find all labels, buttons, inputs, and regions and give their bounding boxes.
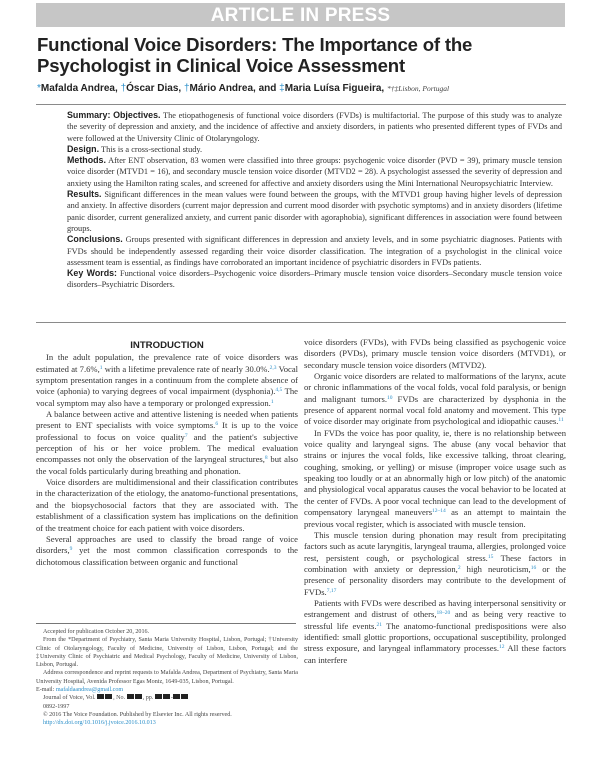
citation-link[interactable]: 2 bbox=[457, 564, 461, 571]
citation-link[interactable]: 7 bbox=[184, 432, 188, 439]
paragraph-text: Several approaches are used to classify the broad range of voice disorders, bbox=[36, 533, 298, 556]
footnote-correspondence: Address correspondence and reprint requests to Mafalda Andrea, Department of Psychiatry, Santa Maria University Hospital, Avenida Professor Egas Moniz, 1649-035, Lisbon, Portugal. bbox=[36, 670, 298, 685]
author-1 bbox=[37, 83, 118, 94]
affiliation-marker: † bbox=[120, 83, 127, 94]
paragraph-text: All these factors can interfere bbox=[304, 643, 566, 665]
citation-link[interactable]: 12–14 bbox=[432, 508, 446, 515]
paragraph-text: A balance between active and attentive listening is needed when patients present to ENT specialists with voice symptoms. bbox=[36, 409, 298, 431]
footnote-issn: 0892-1997 bbox=[43, 703, 70, 710]
citation-link[interactable]: 7,17 bbox=[326, 587, 337, 594]
paragraph-text: FVDs are characterized by dysphonia in the presence of apparent normal vocal fold anatomy and movement. This type of voice disorder may originate from psychological and idiopathic causes. bbox=[304, 393, 566, 427]
paragraph-text: The vocal symptom may also have a temporary or prolonged expression. bbox=[36, 386, 298, 408]
pages-label: pp. bbox=[145, 695, 154, 702]
section-label: Conclusions. bbox=[67, 234, 123, 245]
section-text: Groups presented with significant differences in depression and anxiety levels, and in some psychiatric diagnoses. Patients with FVDs should be independently assessed regarding their voice disorder classification. The integration of a psychologist in the clinical voice assessment team is essential, as findings have corroborated an important incidence of psychiatric disorders in FVDs patients. bbox=[67, 235, 563, 267]
affiliation-marker: * bbox=[37, 83, 41, 94]
paragraph-text: Vocal symptom presentation ranges in a continuum from the complete absence of voice (aphonia) to varying degrees of vocal impairment (dysphonia). bbox=[36, 363, 299, 397]
citation-link[interactable]: 12 bbox=[499, 644, 505, 651]
citation-link[interactable]: 16 bbox=[530, 564, 537, 571]
paragraph-text: with a lifetime prevalence rate of nearly 30.0%. bbox=[102, 363, 270, 374]
abstract-methods bbox=[67, 155, 562, 189]
body-paragraph bbox=[36, 352, 298, 409]
footnote-affiliations: From the *Department of Psychiatry, Santa Maria University Hospital, Lisbon, Portugal; †University Clinic of Otolaryngology, Faculty of Medicine, University of Lisbon, Lisbon, Portugal; and the ‡University Clinic of Psychiatric and Medical Psychology, Faculty of Medicine, University of Lisbon, Lisbon, Portugal. bbox=[36, 637, 298, 669]
author-2 bbox=[121, 83, 182, 94]
body-paragraph bbox=[36, 534, 298, 568]
citation-link[interactable]: 21 bbox=[376, 621, 383, 628]
body-paragraph bbox=[304, 598, 566, 666]
body-column-right bbox=[304, 337, 566, 666]
section-label: Results. bbox=[67, 189, 102, 200]
number-label: No. bbox=[116, 695, 126, 702]
paragraph-text: In FVDs the voice has poor quality, ie, there is no relationship between voice quality and laryngeal signs. The abuse (any vocal behavior that strains or injures the vocal folds, like excessive talking, throat clearing, coughing, smoking, or yelling) or misuse (improper voice usage such as speaking too loudly or at an abnormally high or low pitch) of the anatomic and physiological vocal apparatus causes the vocal behavior to be located at the center of FVDs. A poor vocal technique can lead to the development of compensatory laryngeal maneuvers bbox=[304, 427, 566, 518]
abstract bbox=[67, 110, 562, 291]
section-text: This is a cross-sectional study. bbox=[101, 144, 203, 154]
footnotes bbox=[36, 628, 298, 728]
header-divider bbox=[36, 104, 566, 105]
redacted-placeholder bbox=[105, 694, 112, 699]
citation-link[interactable]: 11 bbox=[558, 417, 564, 424]
section-heading-introduction: INTRODUCTION bbox=[130, 340, 204, 351]
citation-link[interactable]: 15 bbox=[487, 553, 494, 560]
paragraph-text: The anatomo-functional predispositions were also identified: small glottic proportions, occupational susceptibility, prolonged stress exposure, and laryngeal inflammatory processes. bbox=[304, 620, 566, 654]
author-location: *†‡Lisbon, Portugal bbox=[387, 84, 450, 93]
body-paragraph bbox=[304, 530, 566, 598]
author-name: Maria Luísa Figueira, bbox=[284, 83, 385, 94]
article-in-press-banner: ARTICLE IN PRESS bbox=[36, 3, 565, 27]
journal-name: Journal of Voice, bbox=[43, 695, 85, 702]
abstract-objectives bbox=[67, 110, 562, 144]
article-title: Functional Voice Disorders: The Importance of the Psychologist in Clinical Voice Assessment bbox=[37, 34, 473, 76]
body-paragraph bbox=[304, 428, 566, 530]
author-4 bbox=[279, 83, 384, 94]
section-label: Design. bbox=[67, 143, 100, 154]
section-text: After ENT observation, 83 women were classified into three groups: psychogenic voice disorder (PVD = 39), primary muscle tension voice disorder (MTVD1 = 16), and secondary muscle tension voice disorder (MTVD2 = 28). A psychologist assessed the severity of depression and anxiety using the Hamilton rating scales, and screened for affective and anxiety disorders using the Mini International Neuropsychiatric Interview. bbox=[67, 156, 562, 188]
citation-link[interactable]: 1 bbox=[270, 398, 274, 405]
citation-link[interactable]: 2,3 bbox=[269, 364, 277, 371]
summary-label: Summary: bbox=[67, 110, 111, 120]
affiliation-marker: † bbox=[183, 83, 190, 94]
footnote-email-line bbox=[36, 686, 298, 694]
paragraph-text: Voice disorders are multidimensional and their classification contributes in the characterization of the etiology, the anatomo-functional presentations, and the biopsychosocial factors that they are associated with. The establishment of a classification system has implications on the definition of the treatment choice for each patient with voice disorders. bbox=[36, 477, 298, 533]
abstract-results bbox=[67, 189, 562, 234]
footnote-journal: Journal of Voice, Vol. , No. , pp. - bbox=[36, 694, 298, 702]
section-text: Significant differences in the mean values were found between the groups, with the MTVD1 group having higher levels of depression and anxiety. In affective disorders (current major depression and current mood disorder with psychotic symptoms) and in anxiety disorders (lifetime panic disorder, current generalized anxiety, and current panic disorder with agoraphobia), significant differences in association were found between groups. bbox=[67, 190, 562, 233]
author-list bbox=[37, 83, 567, 94]
left-paragraphs bbox=[36, 352, 298, 568]
abstract-divider bbox=[36, 322, 566, 323]
body-paragraph bbox=[36, 409, 298, 477]
citation-link[interactable]: 8 bbox=[264, 455, 268, 462]
paragraph-text: This muscle tension during phonation may result from precipitating factors such as acute laryngitis, laryngeal trauma, allergies, prolonged voice rest, persistent cough, or psychological stress. bbox=[304, 529, 566, 563]
footnote-divider bbox=[36, 623, 296, 624]
paragraph-text: voice disorders (FVDs), with FVDs being classified as psychogenic voice disorders (PVDs), primary muscle tension voice disorders (MTVD1), or secondary muscle tension voice disorders (MTVD2). bbox=[304, 337, 566, 370]
right-paragraphs bbox=[304, 337, 566, 666]
email-label: E-mail: bbox=[36, 687, 55, 694]
section-label: Key Words: bbox=[67, 268, 118, 279]
body-column-left bbox=[36, 340, 298, 568]
citation-link[interactable]: 9 bbox=[69, 546, 73, 553]
footnote-copyright: © 2016 The Voice Foundation. Published by Elsevier Inc. All rights reserved. bbox=[43, 711, 232, 718]
abstract-keywords bbox=[67, 268, 562, 291]
paragraph-text: Patients with FVDs were described as having interpersonal sensitivity or estrangement and distrust of others, bbox=[304, 597, 566, 620]
body-paragraph bbox=[304, 337, 566, 371]
paragraph-text: but also the vocal folds particularly during breathing and phonation. bbox=[36, 454, 298, 476]
footnote-accepted: Accepted for publication October 20, 2016. bbox=[43, 629, 150, 635]
redacted-placeholder bbox=[135, 694, 142, 699]
author-name: Mafalda Andrea, bbox=[40, 83, 118, 94]
redacted-placeholder bbox=[163, 694, 170, 699]
paragraph-text: high neuroticism, bbox=[460, 563, 531, 574]
section-label: Methods. bbox=[67, 155, 106, 166]
section-text: The etiopathogenesis of functional voice disorders (FVDs) is multifactorial. The purpose of this study was to analyze the severity of depression and anxiety, and the incidence of affective and anxiety disorders, in patients who presented different types of FVDs and were followed at the University Clinic of Otolaryngology. bbox=[67, 111, 562, 143]
section-text: Functional voice disorders–Psychogenic voice disorders–Primary muscle tension voice disorders–Secondary muscle tension voice disorders–Psychiatric Disorders. bbox=[67, 269, 563, 290]
citation-link[interactable]: 18–20 bbox=[436, 610, 451, 617]
redacted-placeholder bbox=[127, 694, 134, 699]
redacted-placeholder bbox=[97, 694, 104, 699]
section-label: Objectives. bbox=[113, 110, 161, 120]
paragraph-text: and the patient's subjective perception of his or her voice problem. The medical evaluation encompasses not only the observation of the laryngeal structures, bbox=[36, 431, 298, 465]
author-3 bbox=[184, 83, 276, 94]
paragraph-text: In the adult population, the prevalence rate of voice disorders was estimated at 7.6%, bbox=[36, 352, 298, 374]
author-name: Óscar Dias, bbox=[126, 83, 182, 94]
paragraph-text: yet the most common classification corresponds to the dichotomous classification between organic and functional bbox=[36, 545, 298, 567]
abstract-design bbox=[67, 144, 562, 155]
redacted-placeholder bbox=[155, 694, 162, 699]
author-name: Mário Andrea, and bbox=[189, 83, 277, 94]
abstract-conclusions bbox=[67, 234, 562, 268]
paragraph-text: as an attempt to maintain the previous vocal register, which is associated with muscle tension. bbox=[304, 507, 567, 529]
paragraph-text: It is up to the voice professional to focus on voice quality bbox=[36, 420, 298, 442]
citation-link[interactable]: 10 bbox=[386, 394, 393, 401]
affiliation-marker: ‡ bbox=[279, 83, 285, 94]
volume-label: Vol. bbox=[85, 695, 96, 702]
citation-link[interactable]: 6 bbox=[215, 421, 219, 428]
paragraph-text: Organic voice disorders are related to malformations of the larynx, acute or chronic inflammations of the vocal folds, vocal fold paralysis, or benign and malignant tumors. bbox=[304, 371, 566, 404]
redacted-placeholder bbox=[173, 694, 180, 699]
body-paragraph bbox=[304, 371, 566, 428]
email-link[interactable]: mafaldaandrea@gmail.com bbox=[55, 687, 124, 694]
citation-link[interactable]: 1 bbox=[99, 364, 103, 371]
citation-link[interactable]: 4,5 bbox=[275, 387, 283, 394]
body-paragraph bbox=[36, 477, 298, 534]
doi-link[interactable]: http://dx.doi.org/10.1016/j.jvoice.2016.10.013 bbox=[43, 720, 156, 727]
paragraph-text: These factors in combination with anxiety or depression, bbox=[304, 552, 567, 574]
redacted-placeholder bbox=[181, 694, 188, 699]
paragraph-text: or the presence of personality disorders may contribute to the development of FVDs. bbox=[304, 563, 566, 597]
paragraph-text: and as being very reactive to stressful life events. bbox=[304, 609, 566, 631]
